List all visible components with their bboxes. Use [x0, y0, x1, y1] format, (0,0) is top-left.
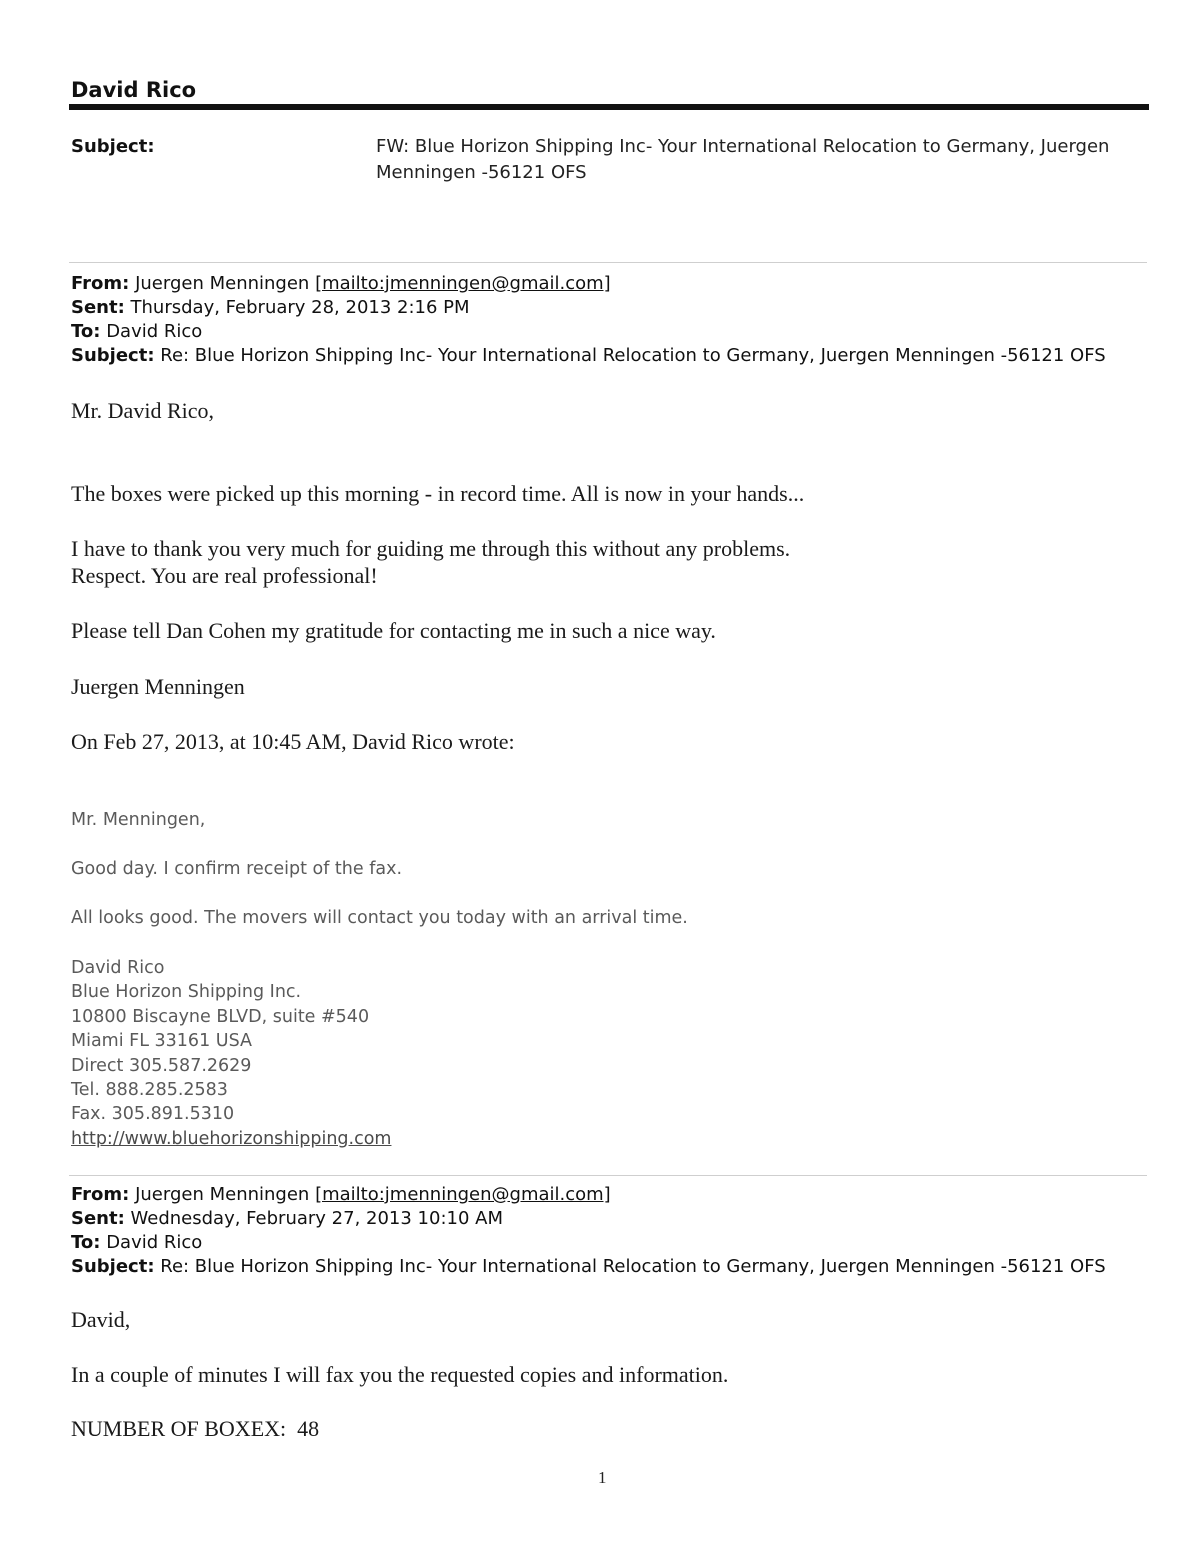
signature-website-link[interactable]: http://www.bluehorizonshipping.com	[71, 1128, 392, 1149]
email2-subject-line	[71, 1255, 1106, 1279]
document-owner-name: David Rico	[71, 78, 197, 102]
boxes-count: 48	[297, 1416, 320, 1441]
header-rule	[69, 104, 1149, 110]
email1-paragraph-2-line-2: Respect. You are real professional!	[71, 563, 378, 588]
email1-paragraph-3: Please tell Dan Cohen my gratitude for contacting me in such a nice way.	[71, 618, 716, 643]
email1-subject-label: Subject:	[71, 345, 155, 366]
quoted-line-2: All looks good. The movers will contact you today with an arrival time.	[71, 908, 688, 928]
email1-sent-value: Thursday, February 28, 2013 2:16 PM	[130, 297, 470, 318]
email1-header	[71, 272, 1106, 368]
email2-divider	[69, 1175, 1147, 1176]
email2-to-line	[71, 1231, 1106, 1255]
email1-divider	[69, 262, 1147, 263]
email1-signoff: Juergen Menningen	[71, 674, 245, 699]
signature-address-2: Miami FL 33161 USA	[71, 1031, 252, 1052]
email1-to-label: To:	[71, 321, 101, 342]
subject-value: FW: Blue Horizon Shipping Inc- Your International Relocation to Germany, Juergen Menningen -56121 OFS	[376, 136, 1110, 183]
email1-sent-label: Sent:	[71, 297, 125, 318]
signature-address-1: 10800 Biscayne BLVD, suite #540	[71, 1006, 370, 1027]
email1-from-mailto-link[interactable]: [mailto:jmenningen@gmail.com]	[315, 273, 611, 294]
email2-subject-label: Subject:	[71, 1256, 155, 1277]
email2-paragraph-1: In a couple of minutes I will fax you the requested copies and information.	[71, 1362, 729, 1387]
email1-quote-intro: On Feb 27, 2013, at 10:45 AM, David Rico wrote:	[71, 729, 515, 754]
subject-label: Subject:	[71, 136, 155, 157]
email2-greeting: David,	[71, 1307, 131, 1332]
boxes-label: NUMBER OF BOXEX:	[71, 1416, 287, 1441]
email1-greeting: Mr. David Rico,	[71, 398, 214, 423]
email2-from-mailto-link[interactable]: [mailto:jmenningen@gmail.com]	[315, 1184, 611, 1205]
quoted-signature	[71, 956, 391, 1151]
email2-to-label: To:	[71, 1232, 101, 1253]
email1-subject-value: Re: Blue Horizon Shipping Inc- Your International Relocation to Germany, Juergen Menningen -56121 OFS	[160, 345, 1106, 366]
email2-sent-value: Wednesday, February 27, 2013 10:10 AM	[130, 1208, 503, 1229]
email2-to-value: David Rico	[106, 1232, 203, 1253]
email2-header	[71, 1183, 1106, 1279]
email1-sent-line	[71, 296, 1106, 320]
email2-sent-label: Sent:	[71, 1208, 125, 1229]
signature-tel: Tel. 888.285.2583	[71, 1080, 228, 1101]
email1-subject-line	[71, 344, 1106, 368]
signature-company: Blue Horizon Shipping Inc.	[71, 982, 302, 1003]
email2-from-name: Juergen Menningen	[135, 1184, 310, 1205]
email2-from-line	[71, 1183, 1106, 1207]
page-number: 1	[598, 1468, 607, 1487]
email2-from-label: From:	[71, 1184, 130, 1205]
quoted-line-1: Good day. I confirm receipt of the fax.	[71, 859, 403, 879]
signature-direct-phone: Direct 305.587.2629	[71, 1055, 252, 1076]
email1-from-line	[71, 272, 1106, 296]
email1-to-line	[71, 320, 1106, 344]
signature-fax: Fax. 305.891.5310	[71, 1104, 235, 1125]
email1-from-name: Juergen Menningen	[135, 273, 310, 294]
signature-name: David Rico	[71, 958, 165, 978]
quoted-greeting: Mr. Menningen,	[71, 810, 206, 830]
email2-subject-value: Re: Blue Horizon Shipping Inc- Your International Relocation to Germany, Juergen Menningen -56121 OFS	[160, 1256, 1106, 1277]
email1-paragraph-2-line-1: I have to thank you very much for guiding me through this without any problems.	[71, 536, 791, 561]
email1-from-label: From:	[71, 273, 130, 294]
email1-paragraph-1: The boxes were picked up this morning - in record time. All is now in your hands...	[71, 481, 805, 506]
email2-sent-line	[71, 1207, 1106, 1231]
email2-boxes-line	[71, 1415, 319, 1442]
email1-to-value: David Rico	[106, 321, 203, 342]
